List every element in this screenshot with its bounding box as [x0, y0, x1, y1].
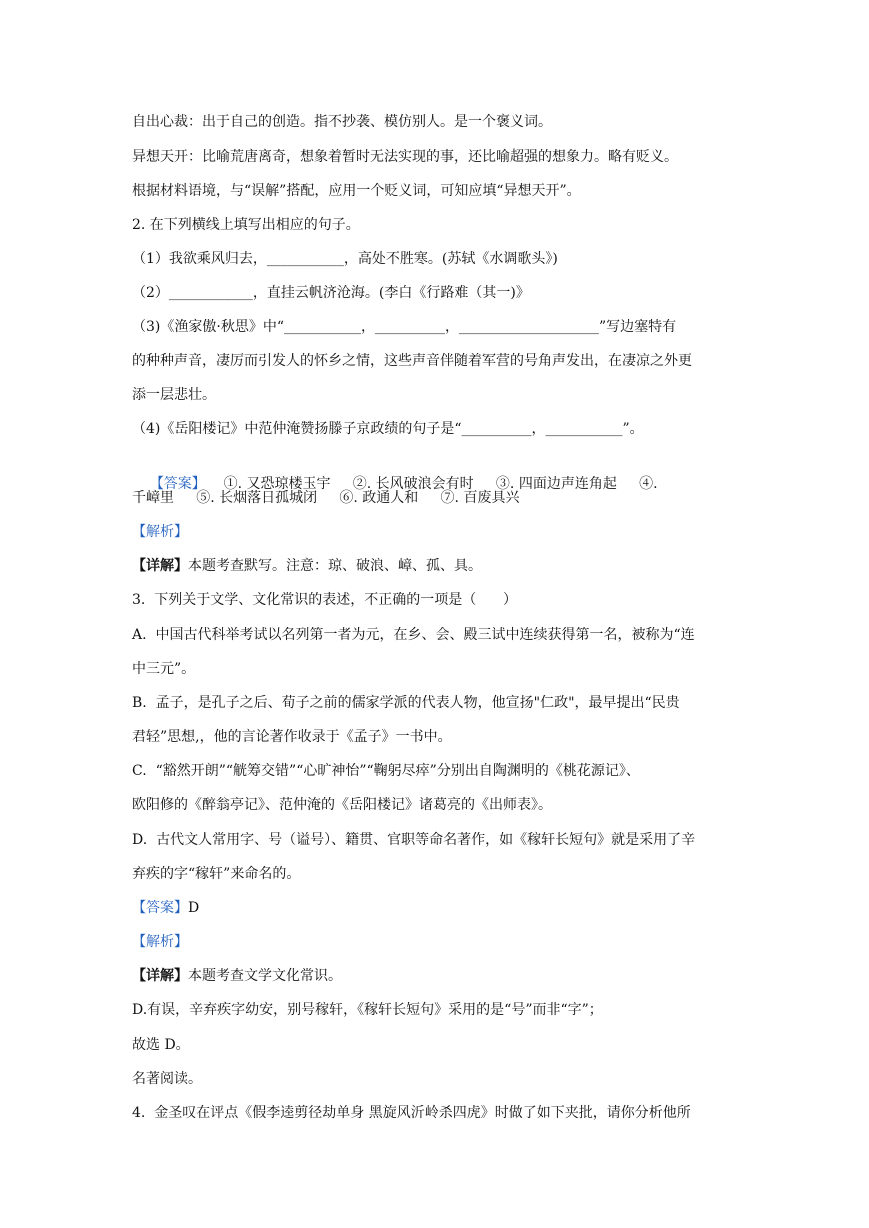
question-3-stem: 3. 下列关于文学、文化常识的表述，不正确的一项是（ ）: [132, 592, 517, 608]
option-b-line-2: 君轻”思想,，他的言论著作收录于《孟子》一书中。: [132, 729, 452, 745]
question-2-item-2: （2）____________，直挂云帆济沧海。(李白《行路难（其一)》: [132, 285, 530, 301]
text-line: 的种种声音，凄厉而引发人的怀乡之情，这些声音伴随着军营的号角声发出，在凄凉之外更: [132, 353, 692, 369]
question-3-answer-line: [132, 898, 752, 918]
detail-tag: 【详解】: [132, 968, 188, 984]
detail-line: [132, 556, 752, 576]
text-line: 添一层悲壮。: [132, 387, 216, 403]
detail-tag: 【详解】: [132, 558, 188, 574]
option-d-line-2: 弃疾的字“稼轩”来命名的。: [132, 866, 301, 882]
option-a-line-2: 中三元”。: [132, 661, 196, 677]
answer-items: ①. 又恐琼楼玉宇 ②. 长风破浪会有时 ③. 四面边声连角起 ④.: [205, 476, 658, 492]
answer-tag: 【答案】: [149, 476, 206, 492]
text-line: 根据材料语境，与“误解”搭配，应用一个贬义词，可知应填“异想天开”。: [132, 183, 581, 199]
detail-text: 本题考查文学文化常识。: [188, 968, 342, 984]
question-2-item-1: （1）我欲乘风归去，___________，高处不胜寒。(苏轼《水调歌头》): [132, 251, 558, 267]
explanation-line: 故选 D。: [132, 1037, 190, 1053]
question-4-stem: 4. 金圣叹在评点《假李逵剪径劫单身 黑旋风沂岭杀四虎》时做了如下夹批，请你分析他所: [132, 1105, 691, 1121]
answer-line-2: 千嶂里 ⑤. 长烟落日孤城闭 ⑥. 政通人和 ⑦. 百废具兴: [132, 490, 520, 506]
text-line: 异想天开：比喻荒唐离奇，想象着暂时无法实现的事，还比喻超强的想象力。略有贬义。: [132, 149, 678, 165]
answer-value: D: [188, 900, 200, 916]
explanation-line: D.有误，辛弃疾字幼安，别号稼轩，《稼轩长短句》采用的是“号”而非“字”；: [132, 1002, 603, 1018]
detail-text: 本题考查默写。注意：琼、破浪、嶂、孤、具。: [188, 558, 482, 574]
option-c-line-1: C. “豁然开朗”“觥筹交错”“心旷神怡”“鞠躬尽瘁”分别出自陶渊明的《桃花源记》、: [132, 763, 640, 779]
analysis-tag: 【解析】: [132, 524, 188, 540]
option-a-line-1: A. 中国古代科举考试以名列第一者为元，在乡、会、殿三试中连续获得第一名，被称为“连: [132, 627, 695, 643]
analysis-tag: 【解析】: [132, 934, 188, 950]
option-d-line-1: D. 古代文人常用字、号（谥号）、籍贯、官职等命名著作，如《稼轩长短句》就是采用了辛: [132, 832, 696, 848]
question-2-item-3: （3)《渔家傲·秋思》中“___________，__________，____________________”写边塞特有: [132, 319, 677, 335]
option-b-line-1: B. 孟子，是孔子之后、荀子之前的儒家学派的代表人物，他宣扬"仁政"，最早提出“民贵: [132, 695, 680, 711]
answer-tag: 【答案】: [132, 900, 188, 916]
text-line: 自出心裁：出于自己的创造。指不抄袭、模仿别人。是一个褒义词。: [132, 114, 552, 130]
detail-line: [132, 966, 752, 986]
question-2-item-4: （4)《岳阳楼记》中范仲淹赞扬滕子京政绩的句子是“__________，___________”。: [132, 421, 644, 437]
question-2-stem: 2. 在下列横线上填写出相应的句子。: [132, 217, 360, 233]
option-c-line-2: 欧阳修的《醉翁亭记》、范仲淹的《岳阳楼记》诸葛亮的《出师表》。: [132, 797, 552, 813]
section-heading: 名著阅读。: [132, 1071, 202, 1087]
